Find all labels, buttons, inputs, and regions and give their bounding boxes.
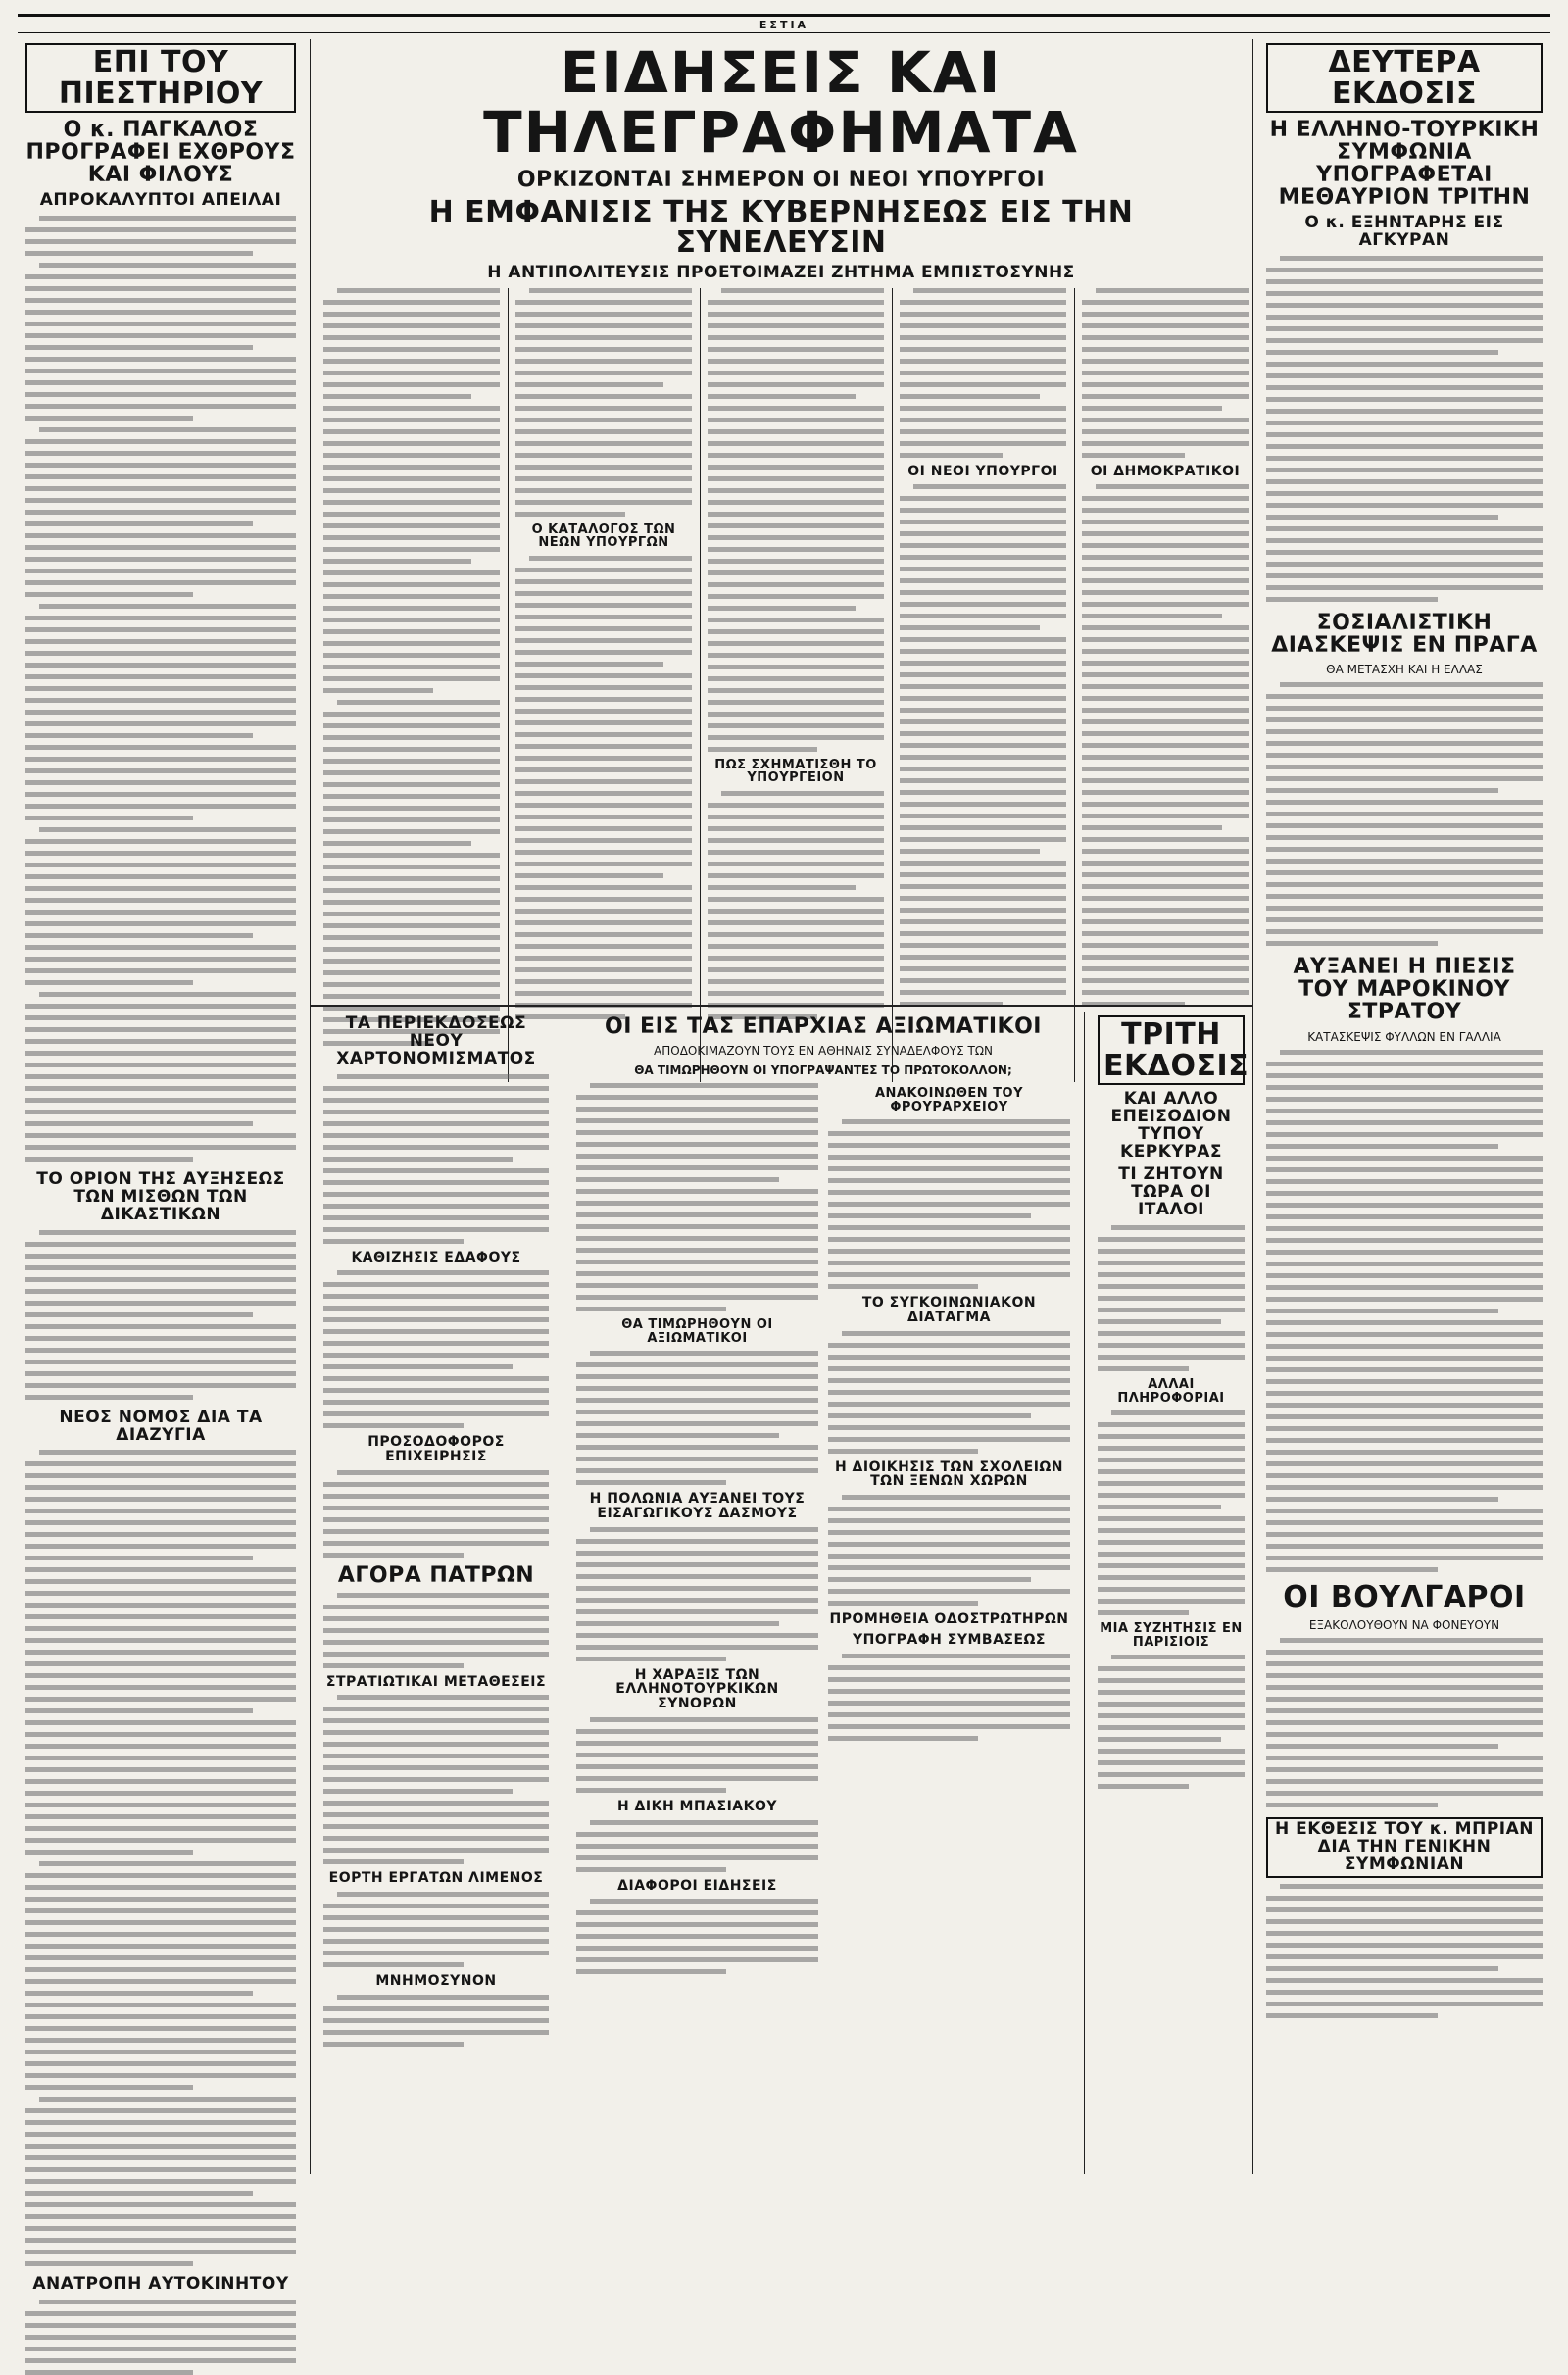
lower-col1-sec2: ΚΑΘΙΖΗΣΙΣ ΕΔΑΦΟΥΣ <box>351 1249 521 1265</box>
lower-col1-sec5: ΣΤΡΑΤΙΩΤΙΚΑΙ ΜΕΤΑΘΕΣΕΙΣ <box>325 1673 547 1690</box>
main-article-columns <box>323 288 1239 1092</box>
lower-col1-sec7: ΜΝΗΜΟΣΥΝΟΝ <box>375 1973 497 1990</box>
lower-col2-subtitle: ΑΠΟΔΟΚΙΜΑΖΟΥΝ ΤΟΥΣ ΕΝ ΑΘΗΝΑΙΣ ΣΥΝΑΔΕΛΦΟΥΣ ΤΩΝ <box>654 1044 993 1059</box>
masthead-label: ΕΣΤΙΑ <box>759 18 809 31</box>
main-col-3 <box>708 288 884 1026</box>
column-rule <box>1084 1012 1085 2174</box>
right-section-4-title: ΟΙ ΒΟΥΛΓΑΡΟΙ <box>1283 1579 1526 1614</box>
lower-col2-sec11: ΥΠΟΓΡΑΦΗ ΣΥΜΒΑΣΕΩΣ <box>853 1631 1046 1648</box>
lower-column-1 <box>316 1012 557 2174</box>
lower-col2-sec3: ΘΑ ΤΙΜΩΡΗΘΟΥΝ ΟΙ ΑΞΙΩΜΑΤΙΚΟΙ <box>621 1317 773 1346</box>
lower-col2-sec9: Η ΔΙΟΙΚΗΣΙΣ ΤΩΝ ΣΧΟΛΕΙΩΝ ΤΩΝ ΞΕΝΩΝ ΧΩΡΩΝ <box>834 1459 1064 1490</box>
lower-col3-sec3: ΜΙΑ ΣΥΖΗΤΗΣΙΣ ΕΝ ΠΑΡΙΣΙΟΙΣ <box>1100 1621 1243 1650</box>
right-section-3-title: ΑΥΞΑΝΕΙ Η ΠΙΕΣΙΣ ΤΟΥ ΜΑΡΟΚΙΝΟΥ ΣΤΡΑΤΟΥ <box>1293 955 1516 1025</box>
left-subtitle: Ο κ. ΠΑΓΚΑΛΟΣ ΠΡΟΓΡΑΦΕΙ ΕΧΘΡΟΥΣ ΚΑΙ ΦΙΛΟΥΣ <box>25 118 296 188</box>
right-section-5-title: Η ΕΚΘΕΣΙΣ ΤΟΥ κ. ΜΠΡΙΑΝ ΔΙΑ ΤΗΝ ΓΕΝΙΚΗΝ ΣΥΜΦΩΝΙΑΝ <box>1266 1817 1543 1878</box>
lower-col2-sec5: Η ΧΑΡΑΞΙΣ ΤΩΝ ΕΛΛΗΝΟΤΟΥΡΚΙΚΩΝ ΣΥΝΟΡΩΝ <box>615 1666 779 1712</box>
main-subtitle-3: Η ΑΝΤΙΠΟΛΙΤΕΥΣΙΣ ΠΡΟΕΤΟΙΜΑΖΕΙ ΖΗΤΗΜΑ ΕΜΠΙΣΤΟΣΥΝΗΣ <box>487 262 1075 282</box>
lower-col2-left <box>576 1083 818 1981</box>
left-column <box>18 39 304 2295</box>
left-article-body <box>25 216 296 1162</box>
column-rule <box>563 1012 564 2174</box>
lower-col1-sec4: ΑΓΟΡΑ ΠΑΤΡΩΝ <box>337 1562 535 1588</box>
main-subtitle-2: Η ΕΜΦΑΝΙΣΙΣ ΤΗΣ ΚΥΒΕΡΝΗΣΕΩΣ ΕΙΣ ΤΗΝ ΣΥΝΕΛΕΥΣΙΝ <box>428 194 1134 261</box>
lower-col1-sec3: ΠΡΟΣΟΔΟΦΟΡΟΣ ΕΠΙΧΕΙΡΗΣΙΣ <box>368 1434 505 1464</box>
right-section-2-title: ΣΟΣΙΑΛΙΣΤΙΚΗ ΔΙΑΣΚΕΨΙΣ ΕΝ ΠΡΑΓΑ <box>1271 611 1538 659</box>
main-section-neoi: ΟΙ ΝΕΟΙ ΥΠΟΥΡΓΟΙ <box>907 463 1058 479</box>
left-title: ΕΠΙ ΤΟΥ ΠΙΕΣΤΗΡΙΟΥ <box>25 43 296 113</box>
lower-col2-subtitle-2: ΘΑ ΤΙΜΩΡΗΘΟΥΝ ΟΙ ΥΠΟΓΡΑΨΑΝΤΕΣ ΤΟ ΠΡΩΤΟΚΟΛΛΟΝ; <box>634 1064 1012 1078</box>
page-grid <box>18 39 1550 2295</box>
main-section-katalogos: Ο ΚΑΤΑΛΟΓΟΣ ΤΩΝ ΝΕΩΝ ΥΠΟΥΡΓΩΝ <box>531 521 676 551</box>
lower-col2-split <box>576 1083 1070 1981</box>
lower-col3-subtitle-2: ΤΙ ΖΗΤΟΥΝ ΤΩΡΑ ΟΙ ΙΤΑΛΟΙ <box>1118 1164 1224 1220</box>
main-section-dimokratikoi: ΟΙ ΔΗΜΟΚΡΑΤΙΚΟΙ <box>1090 463 1241 479</box>
right-subtitle: Η ΕΛΛΗΝΟ-ΤΟΥΡΚΙΚΗ ΣΥΜΦΩΝΙΑ ΥΠΟΓΡΑΦΕΤΑΙ ΜΕΘΑΥΡΙΟΝ ΤΡΙΤΗΝ <box>1269 118 1540 211</box>
lower-col3-title: ΤΡΙΤΗ ΕΚΔΟΣΙΣ <box>1098 1015 1245 1085</box>
main-subtitle-1: ΟΡΚΙΖΟΝΤΑΙ ΣΗΜΕΡΟΝ ΟΙ ΝΕΟΙ ΥΠΟΥΡΓΟΙ <box>516 167 1046 192</box>
main-col-5 <box>1082 288 1249 1014</box>
lower-col3-subtitle: ΚΑΙ ΑΛΛΟ ΕΠΕΙΣΟΔΙΟΝ ΤΥΠΟΥ ΚΕΡΚΥΡΑΣ <box>1110 1089 1232 1162</box>
left-section-2-title: ΤΟ ΟΡΙΟΝ ΤΗΣ ΑΥΞΗΣΕΩΣ ΤΩΝ ΜΙΣΘΩΝ ΤΩΝ ΔΙΚΑΣΤΙΚΩΝ <box>36 1169 285 1224</box>
lower-col3-sec2: ΑΛΛΑΙ ΠΛΗΡΟΦΟΡΙΑΙ <box>1117 1376 1225 1406</box>
left-section-4-body <box>25 2300 296 2375</box>
left-section-4-title: ΑΝΑΤΡΟΠΗ ΑΥΤΟΚΙΝΗΤΟΥ <box>32 2274 289 2295</box>
column-rule <box>700 288 701 1082</box>
column-rule <box>508 288 509 1082</box>
lower-col2-title: ΟΙ ΕΙΣ ΤΑΣ ΕΠΑΡΧΙΑΣ ΑΞΙΩΜΑΤΙΚΟΙ <box>605 1014 1042 1039</box>
right-title: ΔΕΥΤΕΡΑ ΕΚΔΟΣΙΣ <box>1266 43 1543 113</box>
column-rule <box>1074 288 1075 1082</box>
column-rule <box>310 39 311 2174</box>
lower-column-2 <box>568 1012 1078 2174</box>
lower-column-3 <box>1090 1012 1252 2174</box>
lower-col1-title: ΤΑ ΠΕΡΙΕΚΔΟΣΕΩΣ ΝΕΟΥ ΧΑΡΤΟΝΟΜΙΣΜΑΤΟΣ <box>336 1014 536 1068</box>
column-rule <box>1252 39 1253 2174</box>
lower-col2-sec8: ΤΟ ΣΥΓΚΟΙΝΩΝΙΑΚΟΝ ΔΙΑΤΑΓΜΑ <box>861 1295 1037 1326</box>
lower-col2-right <box>828 1083 1070 1981</box>
right-column <box>1258 39 1550 2174</box>
masthead-band <box>18 14 1550 33</box>
section-rule <box>310 1005 1252 1007</box>
main-section-schimatisthi: ΠΩΣ ΣΧΗΜΑΤΙΣΘΗ ΤΟ ΥΠΟΥΡΓΕΙΟΝ <box>714 757 877 786</box>
lower-col2-sec7: ΔΙΑΦΟΡΟΙ ΕΙΔΗΣΕΙΣ <box>617 1877 777 1894</box>
lower-col2-sec4: Η ΠΟΛΩΝΙΑ ΑΥΞΑΝΕΙ ΤΟΥΣ ΕΙΣΑΓΩΓΙΚΟΥΣ ΔΑΣΜΟΥΣ <box>589 1491 806 1522</box>
main-col-4 <box>900 288 1066 1014</box>
lower-col2-sec6: Η ΔΙΚΗ ΜΠΑΣΙΑΚΟΥ <box>616 1798 778 1814</box>
lower-col2-sec2: ΑΝΑΚΟΙΝΩΘΕΝ ΤΟΥ ΦΡΟΥΡΑΡΧΕΙΟΥ <box>874 1086 1024 1114</box>
main-col-2 <box>515 288 692 1026</box>
right-subtitle-2: Ο κ. ΕΞΗΝΤΑΡΗΣ ΕΙΣ ΑΓΚΥΡΑΝ <box>1304 213 1504 251</box>
right-section-2-subtitle: ΘΑ ΜΕΤΑΣΧΗ ΚΑΙ Η ΕΛΛΑΣ <box>1326 663 1483 677</box>
right-section-3-subtitle: ΚΑΤΑΣΚΕΨΙΣ ΦΥΛΛΩΝ ΕΝ ΓΑΛΛΙΑ <box>1307 1029 1501 1044</box>
column-rule <box>892 288 893 1082</box>
left-section-2-body <box>25 1230 296 1400</box>
left-subtitle-2: ΑΠΡΟΚΑΛΥΠΤΟΙ ΑΠΕΙΛΑΙ <box>39 190 282 211</box>
lower-col1-sec6: ΕΟΡΤΗ ΕΡΓΑΤΩΝ ΛΙΜΕΝΟΣ <box>328 1870 544 1887</box>
left-section-3-title: ΝΕΟΣ ΝΟΜΟΣ ΔΙΑ ΤΑ ΔΙΑΖΥΓΙΑ <box>59 1407 263 1445</box>
main-title: ΕΙΔΗΣΕΙΣ ΚΑΙ ΤΗΛΕΓΡΑΦΗΜΑΤΑ <box>483 39 1079 166</box>
left-section-3-body <box>25 1450 296 2266</box>
lower-col2-sec10: ΠΡΟΜΗΘΕΙΑ ΟΔΟΣΤΡΩΤΗΡΩΝ <box>829 1611 1069 1628</box>
right-section-4-subtitle: ΕΞΑΚΟΛΟΥΘΟΥΝ ΝΑ ΦΟΝΕΥΟΥΝ <box>1308 1618 1500 1633</box>
main-news-block <box>316 39 1247 1000</box>
main-col-1 <box>323 288 500 1053</box>
